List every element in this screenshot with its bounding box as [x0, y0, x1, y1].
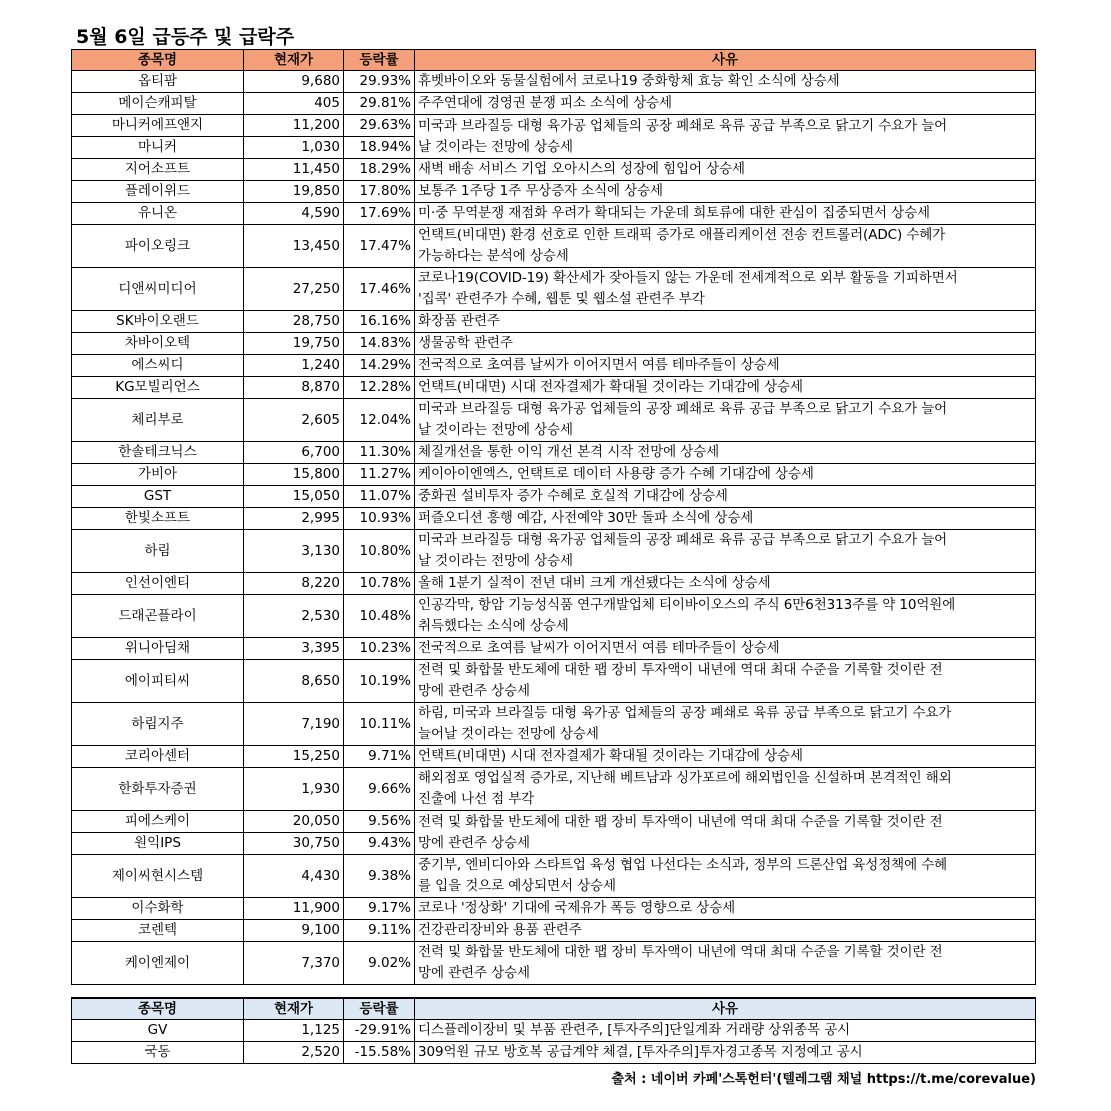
- change-rate: 14.83%: [344, 333, 415, 355]
- reason: 미·중 무역분쟁 재점화 우려가 확대되는 가운데 희토류에 대한 관심이 집중되면서 상승세: [415, 203, 1036, 225]
- stock-name: 플레이위드: [72, 181, 244, 203]
- change-rate: 9.02%: [344, 942, 415, 985]
- reason: 미국과 브라질등 대형 육가공 업체들의 공장 폐쇄로 육류 공급 부족으로 닭고기 수요가 늘어 날 것이라는 전망에 상승세: [415, 399, 1036, 442]
- table-row: [72, 399, 1036, 442]
- table-row: [72, 508, 1036, 530]
- column-header-price: 현재가: [244, 50, 344, 71]
- current-price: 1,930: [244, 768, 344, 811]
- change-rate: 10.23%: [344, 638, 415, 660]
- change-rate: 9.17%: [344, 898, 415, 920]
- stock-name: 하림: [72, 530, 244, 573]
- current-price: 8,220: [244, 573, 344, 595]
- change-rate: 16.16%: [344, 311, 415, 333]
- stock-name: 이수화학: [72, 898, 244, 920]
- stock-name: 유니온: [72, 203, 244, 225]
- stock-name: 위니아딤채: [72, 638, 244, 660]
- column-header-name: 종목명: [72, 998, 244, 1020]
- table-row: [72, 181, 1036, 203]
- column-header-rate: 등락률: [344, 50, 415, 71]
- current-price: 1,030: [244, 137, 344, 159]
- current-price: 7,370: [244, 942, 344, 985]
- table-row: [72, 159, 1036, 181]
- change-rate: 9.11%: [344, 920, 415, 942]
- stock-name: 가비아: [72, 464, 244, 486]
- reason: 코로나 '정상화' 기대에 국제유가 폭등 영향으로 상승세: [415, 898, 1036, 920]
- current-price: 15,800: [244, 464, 344, 486]
- reason: 체질개선을 통한 이익 개선 본격 시작 전망에 상승세: [415, 442, 1036, 464]
- stock-name: 체리부로: [72, 399, 244, 442]
- reason: 309억원 규모 방호복 공급계약 체결, [투자주의]투자경고종목 지정예고 공시: [415, 1042, 1036, 1064]
- change-rate: 10.48%: [344, 595, 415, 638]
- table-row: [72, 93, 1036, 115]
- change-rate: 14.29%: [344, 355, 415, 377]
- stock-name: 에스씨디: [72, 355, 244, 377]
- current-price: 9,100: [244, 920, 344, 942]
- column-header-rate: 등락률: [344, 998, 415, 1020]
- stock-name: 하림지주: [72, 703, 244, 746]
- reason: 중기부, 엔비디아와 스타트업 육성 협업 나선다는 소식과, 정부의 드론산업 육성정책에 수혜 를 입을 것으로 예상되면서 상승세: [415, 855, 1036, 898]
- change-rate: 9.66%: [344, 768, 415, 811]
- table-row: [72, 638, 1036, 660]
- table-row: [72, 442, 1036, 464]
- gainers-header-row: [72, 50, 1036, 71]
- current-price: 19,850: [244, 181, 344, 203]
- reason: 올해 1분기 실적이 전년 대비 크게 개선됐다는 소식에 상승세: [415, 573, 1036, 595]
- change-rate: 10.78%: [344, 573, 415, 595]
- table-row: [72, 530, 1036, 573]
- current-price: 2,995: [244, 508, 344, 530]
- table-row: [72, 746, 1036, 768]
- stock-name: 파이오링크: [72, 225, 244, 268]
- reason: 전력 및 화합물 반도체에 대한 팹 장비 투자액이 내년에 역대 최대 수준을 기록할 것이란 전 망에 관련주 상승세: [415, 660, 1036, 703]
- stock-name: 디앤씨미디어: [72, 268, 244, 311]
- current-price: 1,125: [244, 1020, 344, 1042]
- stock-name: 차바이오텍: [72, 333, 244, 355]
- current-price: 4,590: [244, 203, 344, 225]
- stock-name: 에이피티씨: [72, 660, 244, 703]
- reason: 해외점포 영업실적 증가로, 지난해 베트남과 싱가포르에 해외법인을 신설하며 본격적인 해외 진출에 나선 점 부각: [415, 768, 1036, 811]
- change-rate: 10.93%: [344, 508, 415, 530]
- current-price: 15,050: [244, 486, 344, 508]
- current-price: 2,520: [244, 1042, 344, 1064]
- stock-name: 옵티팜: [72, 71, 244, 93]
- current-price: 2,605: [244, 399, 344, 442]
- current-price: 27,250: [244, 268, 344, 311]
- stock-name: 마니커에프앤지: [72, 115, 244, 137]
- current-price: 6,700: [244, 442, 344, 464]
- reason: 언택트(비대면) 시대 전자결제가 확대될 것이라는 기대감에 상승세: [415, 377, 1036, 399]
- table-row: [72, 355, 1036, 377]
- stock-name: 지어소프트: [72, 159, 244, 181]
- reason: 화장품 관련주: [415, 311, 1036, 333]
- reason: 휴벳바이오와 동물실험에서 코로나19 중화항체 효능 확인 소식에 상승세: [415, 71, 1036, 93]
- table-row: [72, 1020, 1036, 1042]
- change-rate: 11.30%: [344, 442, 415, 464]
- stock-name: 코렌텍: [72, 920, 244, 942]
- table-row: [72, 268, 1036, 311]
- stock-name: 드래곤플라이: [72, 595, 244, 638]
- change-rate: 11.07%: [344, 486, 415, 508]
- losers-table: [71, 997, 1036, 1064]
- stock-name: 한솔테크닉스: [72, 442, 244, 464]
- reason: 건강관리장비와 용품 관련주: [415, 920, 1036, 942]
- reason: 생물공학 관련주: [415, 333, 1036, 355]
- reason: 보통주 1주당 1주 무상증자 소식에 상승세: [415, 181, 1036, 203]
- current-price: 3,395: [244, 638, 344, 660]
- stock-name: 원익IPS: [72, 833, 244, 855]
- table-row: [72, 660, 1036, 703]
- change-rate: 10.80%: [344, 530, 415, 573]
- current-price: 8,650: [244, 660, 344, 703]
- source-credit: 출처 : 네이버 카페'스톡헌터'(텔레그램 채널 https://t.me/corevalue): [611, 1072, 1036, 1087]
- reason: 디스플레이장비 및 부품 관련주, [투자주의]단일계좌 거래량 상위종목 공시: [415, 1020, 1036, 1042]
- current-price: 30,750: [244, 833, 344, 855]
- reason: 중화권 설비투자 증가 수혜로 호실적 기대감에 상승세: [415, 486, 1036, 508]
- page-title: 5월 6일 급등주 및 급락주: [76, 26, 295, 48]
- current-price: 7,190: [244, 703, 344, 746]
- stock-name: 메이슨캐피탈: [72, 93, 244, 115]
- table-row: [72, 1042, 1036, 1064]
- column-header-reason: 사유: [415, 998, 1036, 1020]
- current-price: 13,450: [244, 225, 344, 268]
- reason: 미국과 브라질등 대형 육가공 업체들의 공장 폐쇄로 육류 공급 부족으로 닭고기 수요가 늘어 날 것이라는 전망에 상승세: [415, 115, 1036, 159]
- change-rate: 10.19%: [344, 660, 415, 703]
- reason: 퍼즐오디션 흥행 예감, 사전예약 30만 돌파 소식에 상승세: [415, 508, 1036, 530]
- stock-name: SK바이오랜드: [72, 311, 244, 333]
- change-rate: 17.46%: [344, 268, 415, 311]
- table-row: [72, 595, 1036, 638]
- stock-name: 케이엔제이: [72, 942, 244, 985]
- current-price: 3,130: [244, 530, 344, 573]
- change-rate: 9.43%: [344, 833, 415, 855]
- stock-name: 피에스케이: [72, 811, 244, 833]
- stock-name: 한화투자증권: [72, 768, 244, 811]
- table-row: [72, 942, 1036, 985]
- column-header-price: 현재가: [244, 998, 344, 1020]
- reason: 주주연대에 경영권 분쟁 피소 소식에 상승세: [415, 93, 1036, 115]
- reason: 언택트(비대면) 환경 선호로 인한 트래픽 증가로 애플리케이션 전송 컨트롤러(ADC) 수혜가 가능하다는 분석에 상승세: [415, 225, 1036, 268]
- reason: 전국적으로 초여름 날씨가 이어지면서 여름 테마주들이 상승세: [415, 638, 1036, 660]
- table-row: [72, 703, 1036, 746]
- stock-name: GST: [72, 486, 244, 508]
- stock-name: 인선이엔티: [72, 573, 244, 595]
- change-rate: 12.04%: [344, 399, 415, 442]
- current-price: 2,530: [244, 595, 344, 638]
- current-price: 15,250: [244, 746, 344, 768]
- reason: 전력 및 화합물 반도체에 대한 팹 장비 투자액이 내년에 역대 최대 수준을 기록할 것이란 전 망에 관련주 상승세: [415, 811, 1036, 855]
- table-row: [72, 486, 1036, 508]
- table-row: [72, 311, 1036, 333]
- reason: 새벽 배송 서비스 기업 오아시스의 성장에 힘입어 상승세: [415, 159, 1036, 181]
- change-rate: 17.80%: [344, 181, 415, 203]
- change-rate: 17.47%: [344, 225, 415, 268]
- stock-name: 한빛소프트: [72, 508, 244, 530]
- reason: 하림, 미국과 브라질등 대형 육가공 업체들의 공장 폐쇄로 육류 공급 부족으로 닭고기 수요가 늘어날 것이라는 전망에 상승세: [415, 703, 1036, 746]
- current-price: 9,680: [244, 71, 344, 93]
- table-row: [72, 464, 1036, 486]
- change-rate: 18.94%: [344, 137, 415, 159]
- stock-name: 마니커: [72, 137, 244, 159]
- change-rate: 29.81%: [344, 93, 415, 115]
- table-row: [72, 855, 1036, 898]
- table-row: [72, 920, 1036, 942]
- current-price: 20,050: [244, 811, 344, 833]
- stock-name: 국동: [72, 1042, 244, 1064]
- change-rate: 29.63%: [344, 115, 415, 137]
- change-rate: 9.38%: [344, 855, 415, 898]
- current-price: 8,870: [244, 377, 344, 399]
- change-rate: 9.71%: [344, 746, 415, 768]
- stock-name: 코리아센터: [72, 746, 244, 768]
- table-row: [72, 225, 1036, 268]
- current-price: 11,450: [244, 159, 344, 181]
- reason: 케이아이엔엑스, 언택트로 데이터 사용량 증가 수혜 기대감에 상승세: [415, 464, 1036, 486]
- change-rate: 18.29%: [344, 159, 415, 181]
- gainers-table: [71, 49, 1036, 985]
- stock-name: 제이씨현시스템: [72, 855, 244, 898]
- table-row: [72, 377, 1036, 399]
- table-row: [72, 115, 1036, 137]
- table-row: [72, 71, 1036, 93]
- table-row: [72, 203, 1036, 225]
- table-row: [72, 768, 1036, 811]
- column-header-name: 종목명: [72, 50, 244, 71]
- change-rate: -29.91%: [344, 1020, 415, 1042]
- column-header-reason: 사유: [415, 50, 1036, 71]
- change-rate: 9.56%: [344, 811, 415, 833]
- table-row: [72, 573, 1036, 595]
- table-row: [72, 811, 1036, 833]
- change-rate: 17.69%: [344, 203, 415, 225]
- change-rate: 29.93%: [344, 71, 415, 93]
- reason: 언택트(비대면) 시대 전자결제가 확대될 것이라는 기대감에 상승세: [415, 746, 1036, 768]
- current-price: 19,750: [244, 333, 344, 355]
- reason: 전국적으로 초여름 날씨가 이어지면서 여름 테마주들이 상승세: [415, 355, 1036, 377]
- change-rate: 12.28%: [344, 377, 415, 399]
- current-price: 405: [244, 93, 344, 115]
- current-price: 1,240: [244, 355, 344, 377]
- reason: 전력 및 화합물 반도체에 대한 팹 장비 투자액이 내년에 역대 최대 수준을 기록할 것이란 전 망에 관련주 상승세: [415, 942, 1036, 985]
- current-price: 28,750: [244, 311, 344, 333]
- current-price: 11,200: [244, 115, 344, 137]
- reason: 미국과 브라질등 대형 육가공 업체들의 공장 폐쇄로 육류 공급 부족으로 닭고기 수요가 늘어 날 것이라는 전망에 상승세: [415, 530, 1036, 573]
- losers-header-row: [72, 998, 1036, 1020]
- table-row: [72, 333, 1036, 355]
- reason: 인공각막, 항암 기능성식품 연구개발업체 티이바이오스의 주식 6만6천313주를 약 10억원에 취득했다는 소식에 상승세: [415, 595, 1036, 638]
- change-rate: 10.11%: [344, 703, 415, 746]
- stock-name: KG모빌리언스: [72, 377, 244, 399]
- current-price: 11,900: [244, 898, 344, 920]
- change-rate: -15.58%: [344, 1042, 415, 1064]
- change-rate: 11.27%: [344, 464, 415, 486]
- reason: 코로나19(COVID-19) 확산세가 잦아들지 않는 가운데 전세계적으로 외부 활동을 기피하면서 '집콕' 관련주가 수혜, 웹툰 및 웹소설 관련주 부각: [415, 268, 1036, 311]
- current-price: 4,430: [244, 855, 344, 898]
- table-row: [72, 898, 1036, 920]
- stock-name: GV: [72, 1020, 244, 1042]
